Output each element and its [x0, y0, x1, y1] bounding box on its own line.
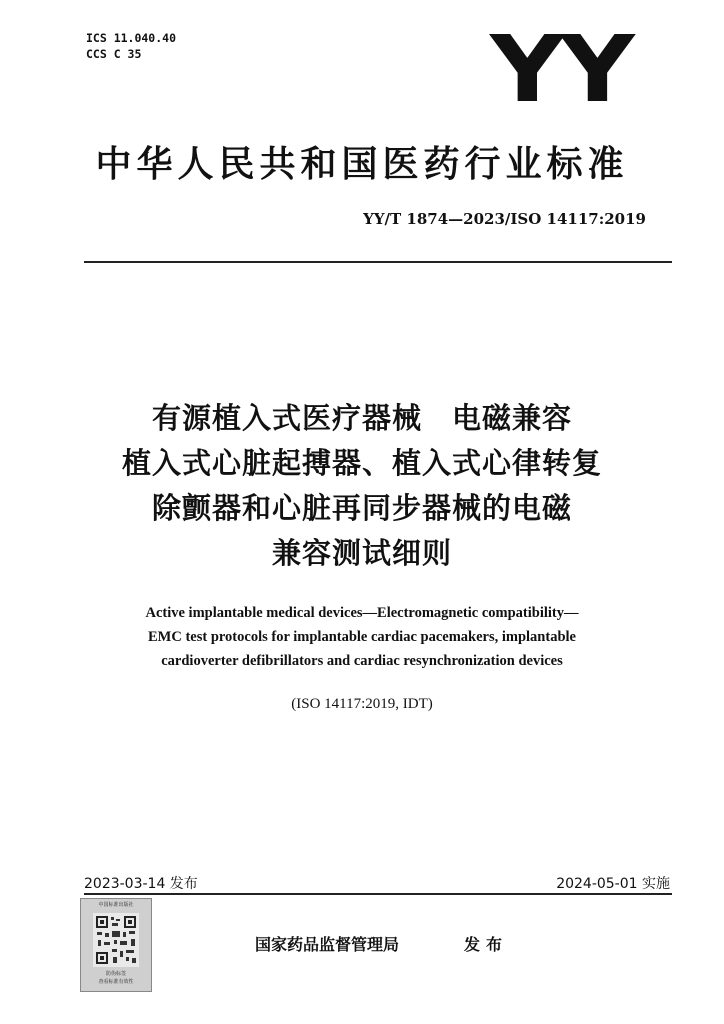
- chinese-title-line-2: 植入式心脏起搏器、植入式心律转复: [121, 446, 602, 480]
- top-divider: [84, 261, 672, 263]
- chinese-title-line-3: 除颤器和心脏再同步器械的电磁: [151, 491, 572, 525]
- organization-title: 中华人民共和国医药行业标准: [95, 144, 629, 185]
- anti-counterfeit-label: [80, 898, 152, 992]
- publisher-name: 国家药品监督管理局: [255, 935, 400, 954]
- label-footer-text: 查看标准有效性: [98, 979, 134, 985]
- yy-logo: YY: [489, 16, 630, 123]
- english-title: [0, 601, 724, 673]
- english-title-line-3: cardioverter defibrillators and cardiac resynchronization devices: [161, 653, 563, 669]
- publish-label: 发布: [464, 935, 509, 954]
- classification-codes: [86, 30, 176, 62]
- english-title-line-1: Active implantable medical devices—Electromagnetic compatibility—: [145, 605, 579, 621]
- implementation-date: 2024-05-01 实施: [556, 876, 670, 892]
- label-title-text: 防伪标签: [105, 971, 126, 977]
- issue-date: 2023-03-14 发布: [84, 876, 198, 892]
- ics-code: ICS 11.040.40: [86, 31, 177, 45]
- iso-reference: (ISO 14117:2019, IDT): [291, 696, 433, 712]
- english-title-line-2: EMC test protocols for implantable cardiac pacemakers, implantable: [148, 629, 576, 645]
- standard-number: YY/T 1874—2023/ISO 14117:2019: [363, 210, 646, 228]
- qr-code-icon: [93, 913, 139, 967]
- chinese-title-line-1: 有源植入式医疗器械 电磁兼容: [151, 401, 572, 435]
- ccs-code: CCS C 35: [86, 47, 142, 61]
- chinese-title-line-4: 兼容测试细则: [271, 536, 452, 570]
- bottom-divider: [84, 893, 672, 895]
- chinese-title: [0, 396, 724, 576]
- label-publisher-text: 中国标准出版社: [98, 902, 134, 908]
